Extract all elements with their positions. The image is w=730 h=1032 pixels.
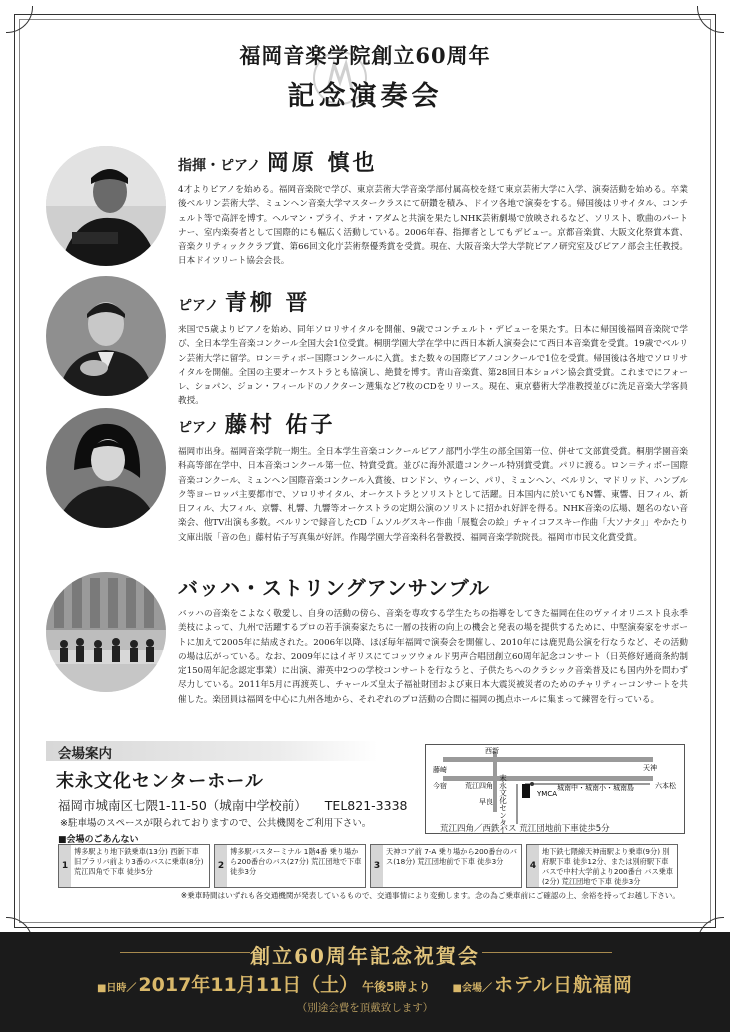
route-number: 2 <box>215 845 227 887</box>
photo-string-ensemble <box>46 572 166 692</box>
performer-block <box>178 408 688 545</box>
banner-title: 創立60周年記念祝賀会 <box>250 944 480 968</box>
map-label: 荒江四角 <box>465 782 493 790</box>
access-disclaimer: ※乗車時間はいずれも各交通機関が発表しているもので、交通事情により変動します。念の為ご乗車前にご確認の上、余裕を持ってお越し下さい。 <box>180 891 680 900</box>
access-route <box>370 844 522 888</box>
event-time: 午後5時より <box>362 980 431 994</box>
event-date: 2017年11月11日（土） <box>138 974 359 996</box>
venue-label: ■会場／ <box>452 983 492 994</box>
performer-name: 青柳 晋 <box>224 290 311 316</box>
portrait-fujimura <box>46 408 166 528</box>
map-label: 今宿 <box>433 782 447 790</box>
venue-tel: TEL821-3338 <box>324 798 408 813</box>
access-route <box>58 844 210 888</box>
performer-bio: 4才よりピアノを始める。福岡音楽院で学び、東京芸術大学音楽学部付属高校を経て東京芸術大学に入学、演奏活動を始める。卒業後ベルリン芸術大学、ミュンヘン音楽大学マスタークラスにて研鑽を積み、ドイツ各地で演奏をする。帰国後はリサイタル、コンチェルト等で高評を博す。ヘルマン・プライ、テオ・アダムと共演を果たしNHK芸術劇場で放映されるなど、ソリスト、歌曲のパートナー、室内楽奏者として国際的にも幅広く活動している。2006年春、指揮者としてもデビュー。京都音楽賞、大阪文化祭賞本賞、音楽クリティッククラブ賞、第66回文化庁芸術祭優秀賞を受賞。現在、大阪音楽大学大学院ピアノ研究室及びピアノ部会主任教授。日本ドイツリート協会会長。 <box>178 185 688 267</box>
map-road-main <box>443 757 653 762</box>
route-text: 博多駅バスターミナル 1階4番 乗り場から200番台のバス(27分) 荒江団地で下車 徒歩3分 <box>230 847 362 876</box>
map-label: 天神 <box>643 764 657 772</box>
performer-block <box>178 286 688 409</box>
map-label: 六本松 <box>655 782 676 790</box>
map-road-vertical <box>493 752 497 812</box>
performer-role: ピアノ <box>178 298 219 314</box>
parking-note: ※駐車場のスペースが限られておりますので、公共機関をご利用下さい。 <box>60 818 372 829</box>
banner-details <box>0 970 730 997</box>
map-ymca-marker <box>530 782 534 786</box>
route-text: 地下鉄七隈線天神南駅より乗車(9分) 別府駅下車 徒歩12分、または別府駅下車 バスで中村大学前より200番台 バス乗車(2分) 荒江団地で下車 徒歩3分 <box>542 847 674 886</box>
performer-role: ピアノ <box>178 420 219 436</box>
performer-name: 岡原 慎也 <box>266 150 378 176</box>
performer-role: 指揮・ピアノ <box>178 158 261 174</box>
concert-title-line2: 記念演奏会 <box>287 81 443 112</box>
map-venue-marker <box>522 784 530 798</box>
map-road-secondary <box>443 776 653 781</box>
access-title: ■会場のごあんない <box>58 835 139 845</box>
access-route <box>526 844 678 888</box>
date-label: ■日時／ <box>96 983 137 994</box>
event-venue: ホテル日航福岡 <box>493 974 634 996</box>
venue-name: 末永文化センターホール <box>56 771 264 792</box>
ensemble-block <box>178 572 688 707</box>
concert-title-line1: 福岡音楽学院創立60周年 <box>239 43 491 68</box>
portrait-aoyagi <box>46 276 166 396</box>
performer-block <box>178 146 688 269</box>
route-text: 天神コア前 7-A 乗り場から200番台のバス(18分) 荒江団地前で下車 徒歩3分 <box>386 847 517 866</box>
route-number: 3 <box>371 845 383 887</box>
venue-map <box>425 744 685 834</box>
map-label: 末永文化センター <box>498 774 508 834</box>
venue-address: 福岡市城南区七隈1-11-50（城南中学校前） <box>58 798 307 813</box>
performer-bio: 福岡市出身。福岡音楽学院一期生。全日本学生音楽コンクールピアノ部門小学生の部全国第一位、併せて文部賞受賞。桐朋学園音楽科高等部在学中、日本音楽コンクール第一位、特賞受賞。並びに海外派遣コンクール特別賞受賞。パリに渡る。ロン＝ティボー国際音楽コンクール、ミュンヘン国際音楽コンクール入賞後、ロンドン、ウィーン、パリ、ミュンヘン、ベルリン、マドリッド、ハンブルク等ヨーロッパ主要都市で、ソロリサイタル、オーケストラとソリストとして活躍。日本国内に於いてもN響、東響、日フィル、新日フィル、大フィル、京響、札響、九響等オーケストラの定期公演のソリストに招かれ好評を得る。NHK音楽の広場、題名のない音楽会、他TV出演も多数。ベルリンで録音したCD「ムソルグスキー作曲「展覧会の絵」チャイコフスキー作曲「大ソナタ」」やかたり文庫出版「音の色」藤村佑子写真集が好評。作陽学園大学音楽科名誉教授、福岡音楽学院院長。福岡市市民文化賞受賞。 <box>178 447 688 543</box>
performer-name: 藤村 佑子 <box>224 412 336 438</box>
map-label: 西新 <box>485 747 499 755</box>
map-label: 城南中・城南小・城南島 <box>557 784 634 792</box>
portrait-conductor <box>46 146 166 266</box>
map-label: 早良 <box>479 798 493 806</box>
route-text: 博多駅より地下鉄乗車(13分) 西新下車 旧プラリバ前より3番のバスに乗車(8分) 荒江四角で下車 徒歩5分 <box>74 847 204 876</box>
route-number: 1 <box>59 845 71 887</box>
access-routes <box>58 844 678 888</box>
map-caption: 荒江四角／西鉄バス 荒江団地前下車徒歩5分 <box>440 824 610 834</box>
access-route <box>214 844 366 888</box>
ensemble-name: バッハ・ストリングアンサンブル <box>178 576 490 600</box>
venue-address-line <box>58 796 407 814</box>
ensemble-bio: バッハの音楽をこよなく敬愛し、自身の活動の傍ら、音楽を専攻する学生たちの指導をしてきた福岡在住のヴァイオリニスト良永季美枝によって、九州で活躍するプロの若手演奏家たちに一層の技術の向上の機会と発表の場を提供するために、中堅演奏家をサポートに加えて2005年に結成された。2006年以降、ほぼ毎年福岡で演奏会を開催し、2010年には鹿児島公演を行なうなど、その活動の場は広がっている。なお、2009年にはイギリスにてコッツウォルド男声合唱団創立60周年記念コンサート（日英修好通商条約制定150周年記念認定事業）に出演、滞英中2つの学校コンサートを行なうと、子供たちへのクラシック音楽普及にも国内外を問わず尽力している。2011年5月に再渡英し、チャールズ皇太子福祉財団および東日本大震災被災者のためのチャリティーコンサートを共催した。楽団員は福岡を中心に九州各地から、それぞれのプロ活動の合間に福岡の拠点ホールに集まって練習を行っている。 <box>178 609 688 705</box>
fee-note: （別途会費を頂戴致します） <box>296 1002 434 1014</box>
map-label: YMCA <box>537 790 557 798</box>
route-number: 4 <box>527 845 539 887</box>
map-label: 藤崎 <box>433 766 447 774</box>
celebration-banner <box>0 932 730 1032</box>
venue-section-label: 会場案内 <box>58 746 112 762</box>
performer-bio: 来国で5歳よりピアノを始め、同年ソロリサイタルを開催、9歳でコンチェルト・デビューを果たす。日本に帰国後福岡音楽院で学び、全日本学生音楽コンクール全国大会1位受賞。桐朋学園大学在学中に西日本新人演奏会にて西日本音楽賞を受賞。19歳でベルリン芸術大学に留学。ロン＝ティボー国際コンクールに入賞。また数々の国際ピアノコンクールで1位を受賞。帰国後は各地でソロリサイタルを開催。全国の主要オーケストラとも協演し、絶賛を博す。青山音楽賞、第28回日本ショパン協会賞受賞。これまでにフォーレ、ショパン、ジョン・フィールドのノクターン選集など7枚のCDをリリース。現在、東京藝術大学准教授並びに洗足音楽大学客員教授。 <box>178 325 688 407</box>
